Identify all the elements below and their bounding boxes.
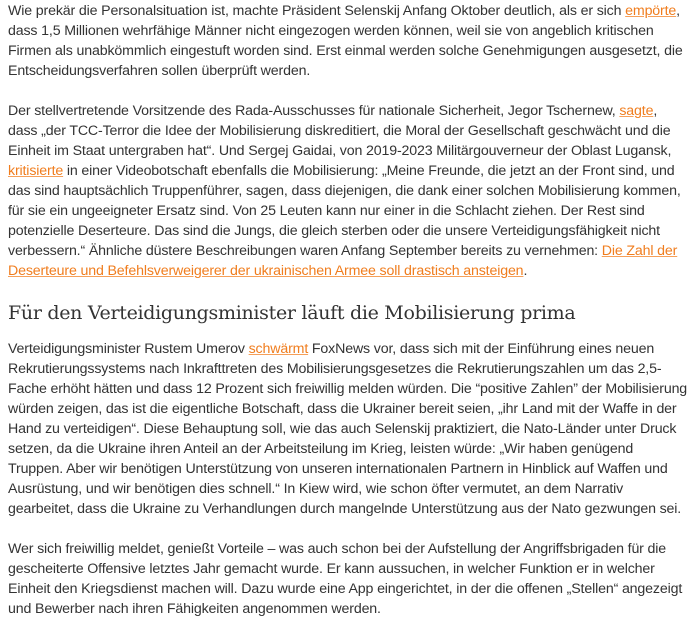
paragraph-umerov [8,339,690,519]
text: , dass „der TCC-Terror die Idee der Mobilisierung diskreditiert, die Moral der Gesellschaft geschwächt und die Einheit im Staat untergraben hat“. Und Sergej Gaidai, von 2019-2023 Militärgouverneur der Oblast Lugansk, [8,103,672,159]
text: , dass 1,5 Millionen wehrfähige Männer nicht eingezogen werden können, weil sie von angeblich kritischen Firmen als unabkömmlich eingestuft worden sind. Erst einmal werden solche Genehmigungen ausgesetzt, die Entscheidungsverfahren sollen überprüft werden. [8,3,683,79]
text: Wie prekär die Personalsituation ist, machte Präsident Selenskij Anfang Oktober deutlich, als er sich [8,3,626,19]
text: Verteidigungsminister Rustem Umerov [8,341,249,357]
text: FoxNews vor, dass sich mit der Einführung eines neuen Rekrutierungssystems nach Inkrafttreten des Mobilisierungsgesetzes die Rekrutierungszahlen um das 2,5-Fache erhöht hätten und dass 12 Prozent sich freiwillig melden würden. Die “positive Zahlen” der Mobilisierung würden zeigen, das ist die eigentliche Botschaft, dass die Ukrainer bereit seien, „ihr Land mit der Waffe in der Hand zu verteidigen“. Diese Behauptung soll, wie das auch Selenskij praktiziert, die Nato-Länder unter Druck setzen, da die Ukraine ihren Anteil an der Arbeitsteilung im Krieg, leisten würde: „Wir haben genügend Truppen. Aber wir benötigen Unterstützung von unseren internationalen Partnern in Hinblick auf Waffen und Ausrüstung, und wir benötigen dies schnell.“ In Kiew wird, wie schon öfter vermutet, an dem Narrativ gearbeitet, dass die Ukraine zu Verhandlungen durch mangelnde Unterstützung aus der Nato gezwungen sei. [8,341,688,517]
link-sagte[interactable]: sagte [619,103,654,119]
section-heading: Für den Verteidigungsminister läuft die Mobilisierung prima [8,302,576,324]
link-empoerte[interactable]: empörte [625,3,677,19]
paragraph-freiwillig [8,539,690,619]
text: . [523,263,528,279]
text: Wer sich freiwillig meldet, genießt Vorteile – was auch schon bei der Aufstellung der Angriffsbrigaden für die gescheiterte Offensive letztes Jahr gemacht wurde. Er kann aussuchen, in welcher Funktion er in welcher Einheit den Kriegsdienst machen will. Dazu wurde eine App eingerichtet, in der die offenen „Stellen“ angezeigt und Bewerber nach ihren Fähigkeiten angenommen werden. [8,541,683,617]
paragraph-personalsituation [8,1,690,81]
paragraph-tschernew [8,101,690,281]
link-schwaermt[interactable]: schwärmt [248,341,309,357]
text: Der stellvertretende Vorsitzende des Rada-Ausschusses für nationale Sicherheit, Jegor Tschernew, [8,103,620,119]
link-deserteure-article[interactable]: Die Zahl der Deserteure und Befehlsverweigerer der ukrainischen Armee soll drastisch ansteigen [8,243,678,279]
text: in einer Videobotschaft ebenfalls die Mobilisierung: „Meine Freunde, die jetzt an der Front sind, und das sind hauptsächlich Truppenführer, sagen, dass diejenigen, die dank einer solchen Mobilisierung kommen, für sie ein ungeeigneter Ersatz sind. Von 25 Leuten kann nur einer in die Schlacht ziehen. Der Rest sind potenzielle Deserteure. Das sind die Jungs, die gleich sterben oder die unsere Verteidigungsfähigkeit nicht verbessern.“ Ähnliche düstere Beschreibungen waren Anfang September bereits zu vernehmen: [8,163,681,259]
link-kritisierte[interactable]: kritisierte [8,163,64,179]
